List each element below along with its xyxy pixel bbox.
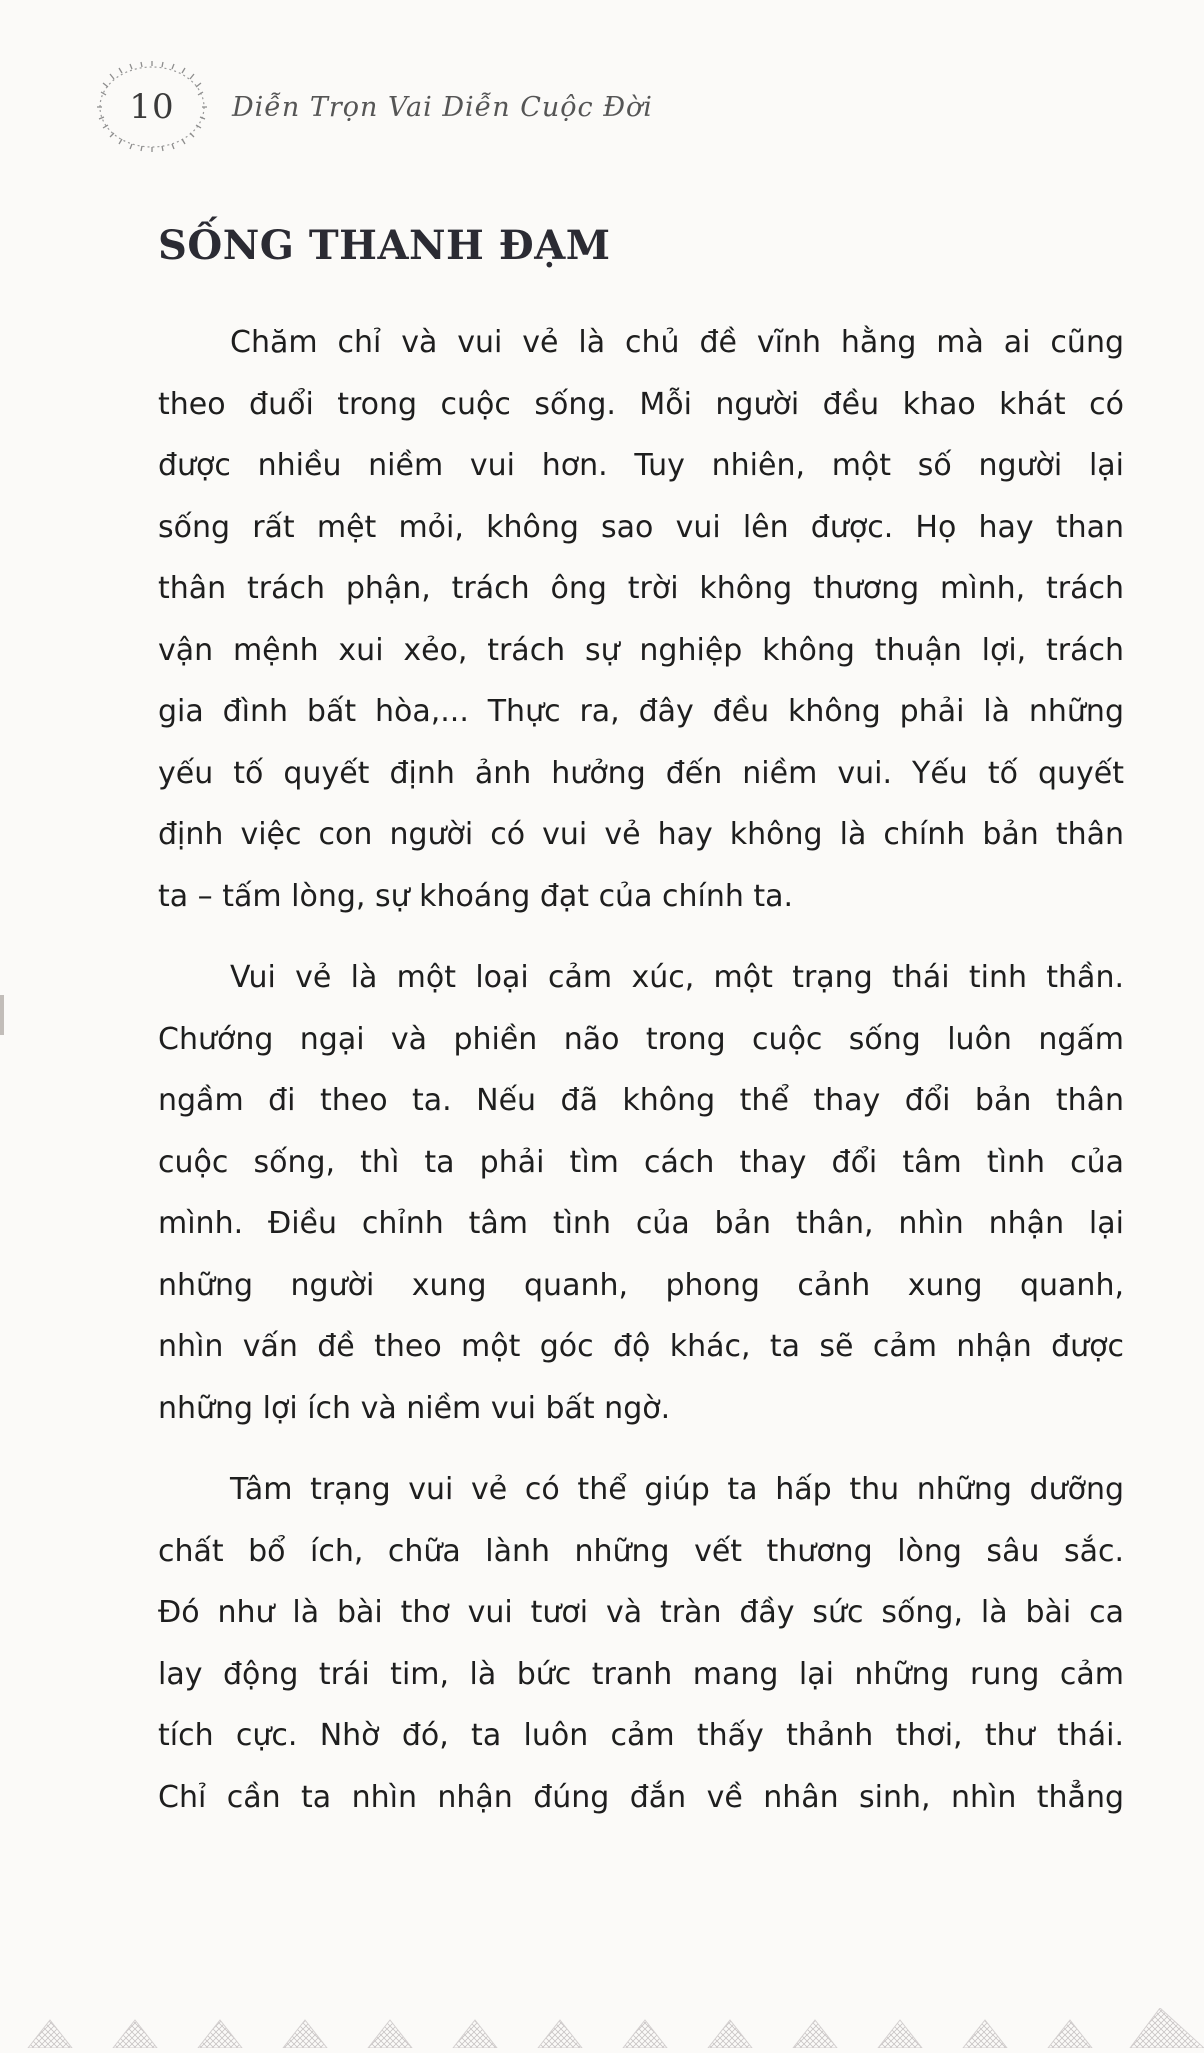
text-line: sống rất mệt mỏi, không sao vui lên được. Họ hay than xyxy=(158,509,1124,545)
running-title: Diễn Trọn Vai Diễn Cuộc Đời xyxy=(232,91,653,123)
text-line: ngầm đi theo ta. Nếu đã không thể thay đổi bản thân xyxy=(158,1083,1124,1118)
body-text xyxy=(158,312,1124,1848)
text-line: thân trách phận, trách ông trời không thương mình, trách xyxy=(158,571,1124,606)
diamond-lace-border-icon xyxy=(0,2008,1204,2048)
text-line: cuộc sống, thì ta phải tìm cách thay đổi tâm tình của xyxy=(158,1144,1124,1180)
chapter-title: SỐNG THANH ĐẠM xyxy=(158,222,611,269)
page-number: 10 xyxy=(129,87,175,127)
text-line: chất bổ ích, chữa lành những vết thương lòng sâu sắc. xyxy=(158,1533,1124,1569)
page-header xyxy=(92,52,653,162)
text-line: gia đình bất hòa,... Thực ra, đây đều không phải là những xyxy=(158,694,1124,729)
page-number-badge xyxy=(92,57,212,157)
paragraph-2 xyxy=(158,947,1124,1439)
text-line: Đó như là bài thơ vui tươi và tràn đầy sức sống, là bài ca xyxy=(158,1595,1124,1630)
text-line: định việc con người có vui vẻ hay không là chính bản thân xyxy=(158,817,1124,852)
text-line: lay động trái tim, là bức tranh mang lại những rung cảm xyxy=(158,1656,1124,1692)
paragraph-3 xyxy=(158,1459,1124,1828)
text-line: nhìn vấn đề theo một góc độ khác, ta sẽ cảm nhận được xyxy=(158,1329,1124,1364)
text-line: ta – tấm lòng, sự khoáng đạt của chính ta. xyxy=(158,878,794,914)
text-line: tích cực. Nhờ đó, ta luôn cảm thấy thảnh thơi, thư thái. xyxy=(158,1718,1124,1753)
text-line: những lợi ích và niềm vui bất ngờ. xyxy=(158,1390,671,1426)
text-line: theo đuổi trong cuộc sống. Mỗi người đều khao khát có xyxy=(158,386,1124,422)
paragraph-1 xyxy=(158,312,1124,927)
text-line: những người xung quanh, phong cảnh xung quanh, xyxy=(158,1267,1124,1303)
text-line: Vui vẻ là một loại cảm xúc, một trạng thái tinh thần. xyxy=(230,960,1124,995)
text-line: yếu tố quyết định ảnh hưởng đến niềm vui. Yếu tố quyết xyxy=(158,755,1124,791)
text-line: Chướng ngại và phiền não trong cuộc sống luôn ngấm xyxy=(158,1021,1124,1057)
scan-edge-shadow xyxy=(0,995,4,1035)
text-line: Tâm trạng vui vẻ có thể giúp ta hấp thu những dưỡng xyxy=(230,1472,1124,1507)
text-line: được nhiều niềm vui hơn. Tuy nhiên, một số người lại xyxy=(158,448,1124,483)
text-line: vận mệnh xui xẻo, trách sự nghiệp không thuận lợi, trách xyxy=(158,632,1124,668)
decorative-bottom-border xyxy=(0,2008,1204,2048)
text-line: mình. Điều chỉnh tâm tình của bản thân, nhìn nhận lại xyxy=(158,1206,1124,1241)
text-line: Chỉ cần ta nhìn nhận đúng đắn về nhân sinh, nhìn thẳng xyxy=(158,1779,1124,1815)
text-line: Chăm chỉ và vui vẻ là chủ đề vĩnh hằng mà ai cũng xyxy=(230,325,1124,360)
